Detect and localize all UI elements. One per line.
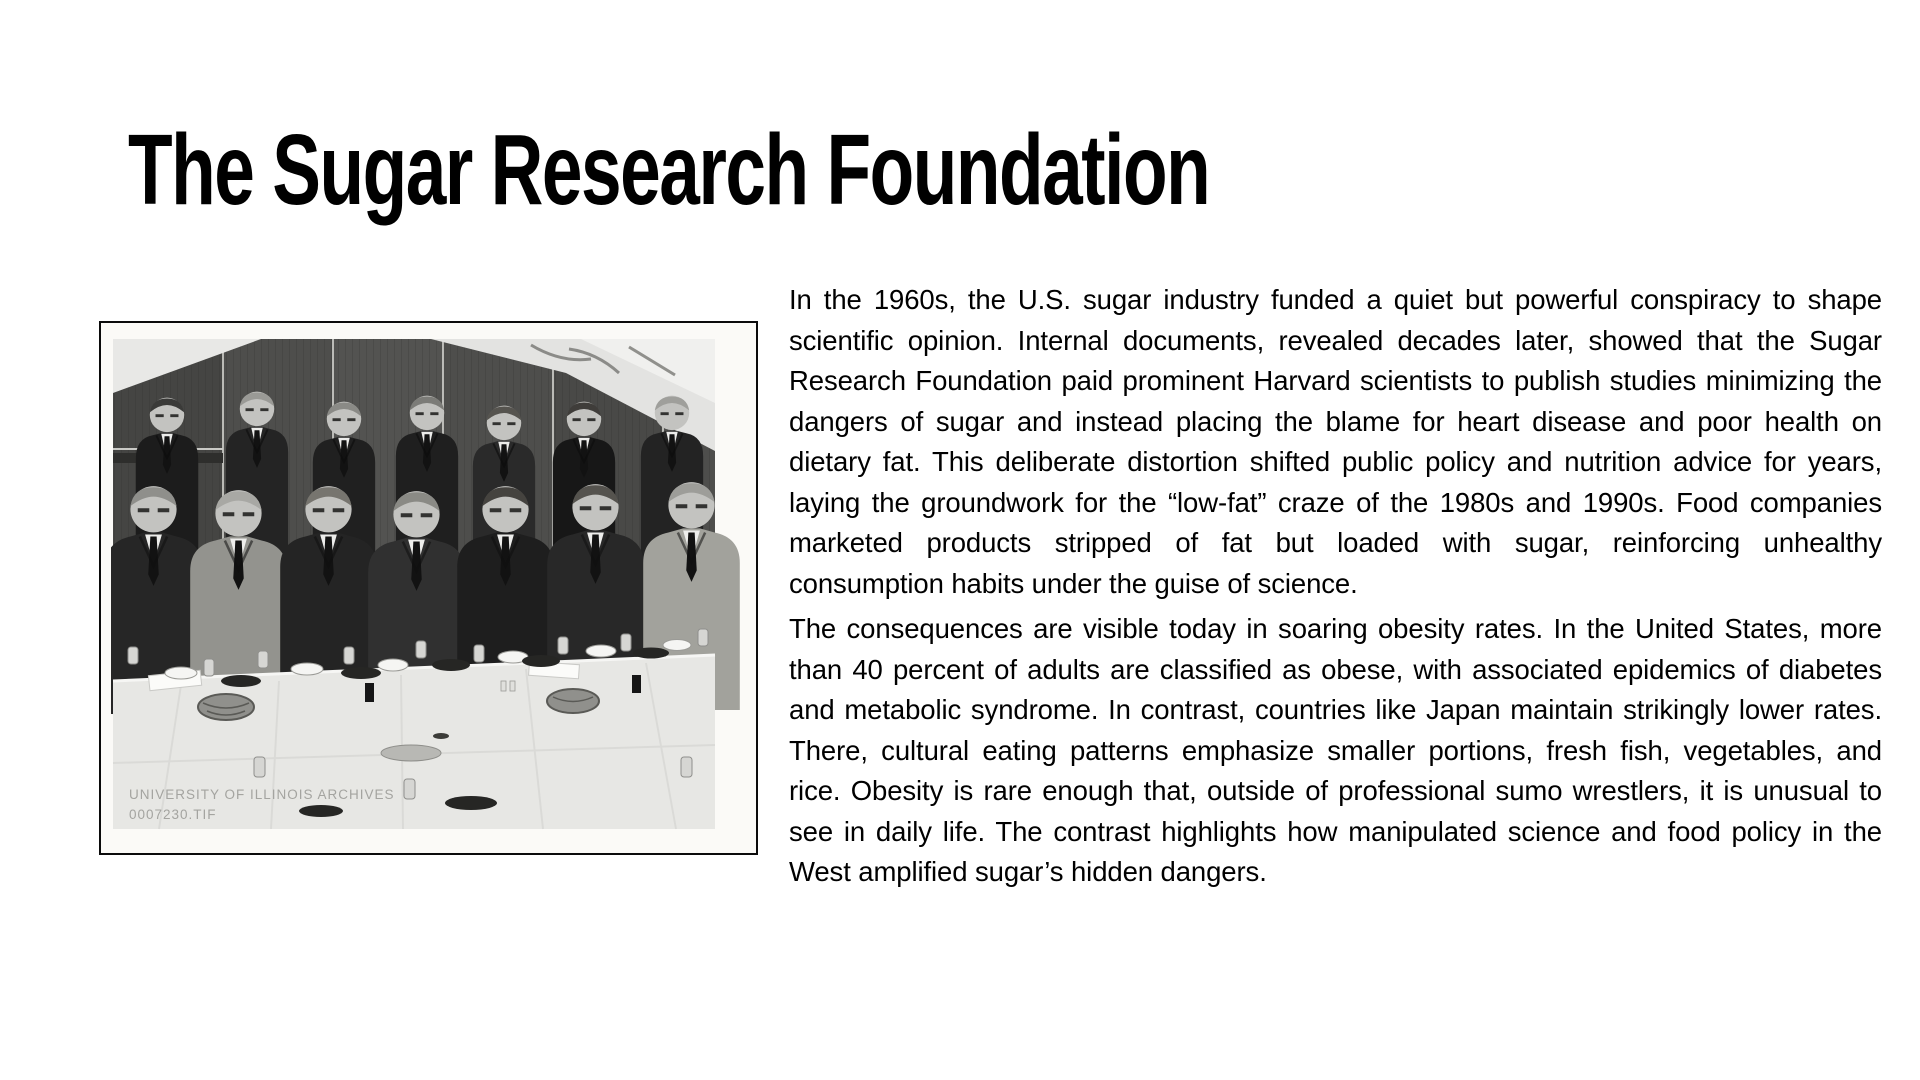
paragraph-1: In the 1960s, the U.S. sugar industry funded a quiet but powerful conspiracy to shape scientific opinion. Internal documents, revealed decades later, showed that the Sugar Research Foundation paid prominent Harvard scientists to publish studies minimizing the dangers of sugar and instead placing the blame for heart disease and poor health on dietary fat. This deliberate distortion shifted public policy and nutrition advice for years, laying the groundwork for the “low-fat” craze of the 1980s and 1990s. Food companies marketed products stripped of fat but loaded with sugar, reinforcing unhealthy consumption habits under the guise of science. <box>789 284 1882 599</box>
paragraph-2: The consequences are visible today in soaring obesity rates. In the United States, more than 40 percent of adults are classified as obese, with associated epidemics of diabetes and metabolic syndrome. In contrast, countries like Japan maintain strikingly lower rates. There, cultural eating patterns emphasize smaller portions, fresh fish, vegetables, and rice. Obesity is rare enough that, outside of professional sumo wrestlers, it is unusual to see in daily life. The contrast highlights how manipulated science and food policy in the West amplified sugar’s hidden dangers. <box>789 613 1882 887</box>
photo-watermark <box>129 785 395 826</box>
article-text <box>789 280 1882 898</box>
photo-print <box>111 339 740 829</box>
photo-illustration <box>111 333 744 841</box>
watermark-line-1: UNIVERSITY OF ILLINOIS ARCHIVES <box>129 786 395 802</box>
page-title: The Sugar Research Foundation <box>128 114 1210 226</box>
archive-photo <box>99 321 758 855</box>
watermark-line-2: 0007230.TIF <box>129 806 217 822</box>
